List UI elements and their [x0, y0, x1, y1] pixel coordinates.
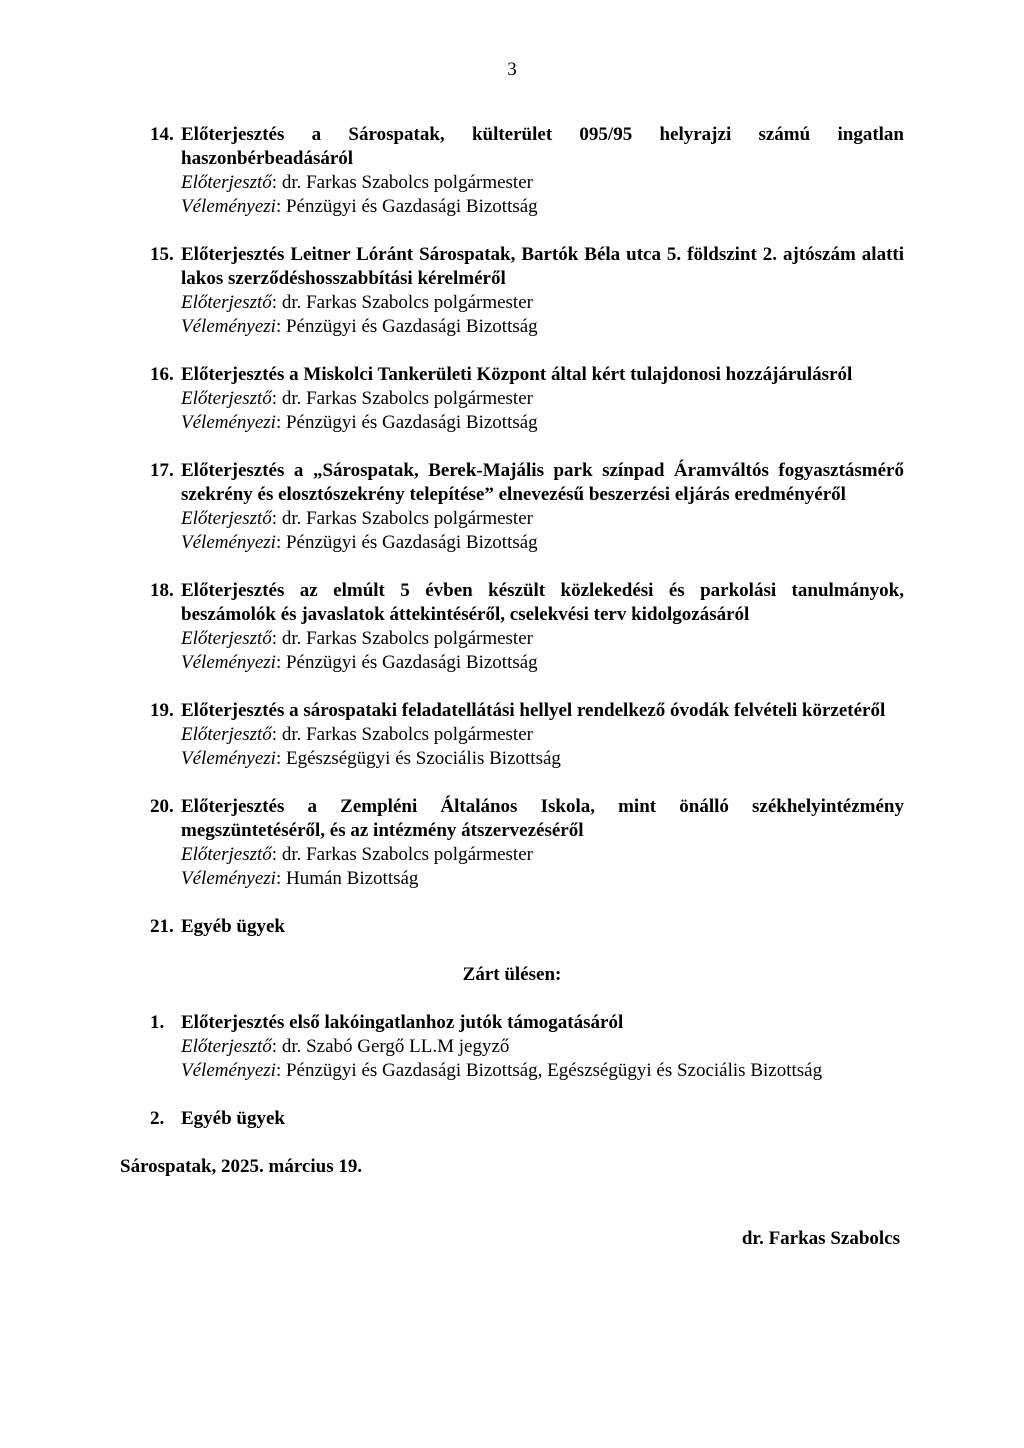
agenda-item-body: [181, 579, 904, 675]
signature-name: dr. Farkas Szabolcs: [741, 1228, 900, 1249]
closed-item-title: Előterjesztés első lakóingatlanhoz jutók támogatásáról: [181, 1012, 624, 1033]
agenda-item-number: 17.: [150, 460, 174, 481]
page-number: 3: [507, 59, 517, 80]
reviewer-value: Egészségügyi és Szociális Bizottság: [285, 748, 561, 769]
presenter-line: [181, 171, 904, 195]
agenda-item-20: [120, 795, 904, 891]
colon-separator: :: [271, 844, 282, 865]
colon-separator: :: [271, 628, 282, 649]
presenter-value: dr. Farkas Szabolcs polgármester: [281, 508, 533, 529]
presenter-line: [181, 1035, 904, 1059]
agenda-item-body: [181, 699, 904, 771]
agenda-item-number: 20.: [150, 796, 174, 817]
agenda-item-17: [120, 459, 904, 555]
closed-session-list: [120, 1011, 904, 1131]
presenter-value: dr. Farkas Szabolcs polgármester: [281, 172, 533, 193]
agenda-item-number: 16.: [150, 364, 174, 385]
presenter-value: dr. Farkas Szabolcs polgármester: [281, 292, 533, 313]
reviewer-label: Véleményezi: [181, 868, 276, 889]
reviewer-label: Véleményezi: [181, 196, 276, 217]
agenda-item-16: [120, 363, 904, 435]
agenda-item-number: 18.: [150, 580, 174, 601]
presenter-label: Előterjesztő: [181, 1036, 272, 1057]
presenter-label: Előterjesztő: [181, 844, 272, 865]
presenter-label: Előterjesztő: [181, 628, 272, 649]
colon-separator: :: [271, 724, 282, 745]
agenda-item-body: [181, 795, 904, 891]
reviewer-value: Pénzügyi és Gazdasági Bizottság: [285, 412, 538, 433]
reviewer-line: [181, 315, 904, 339]
reviewer-line: [181, 651, 904, 675]
closed-session-item-2: [120, 1107, 904, 1131]
reviewer-line: [181, 531, 904, 555]
reviewer-line: [181, 747, 904, 771]
reviewer-value: Pénzügyi és Gazdasági Bizottság: [285, 316, 538, 337]
closed-item-body: [181, 1107, 904, 1131]
reviewer-value: Humán Bizottság: [285, 868, 419, 889]
colon-separator: :: [275, 1060, 286, 1081]
presenter-value: dr. Farkas Szabolcs polgármester: [281, 844, 533, 865]
presenter-line: [181, 723, 904, 747]
colon-separator: :: [275, 748, 286, 769]
closed-session-heading: Zárt ülésen:: [462, 964, 562, 985]
agenda-item-number: 21.: [150, 916, 174, 937]
reviewer-line: [181, 411, 904, 435]
agenda-item-number: 19.: [150, 700, 174, 721]
agenda-item-14: [120, 123, 904, 219]
reviewer-label: Véleményezi: [181, 532, 276, 553]
agenda-item-body: [181, 243, 904, 339]
colon-separator: :: [275, 532, 286, 553]
agenda-item-15: [120, 243, 904, 339]
agenda-item-title: Előterjesztés Leitner Lóránt Sárospatak, Bartók Béla utca 5. földszint 2. ajtószám alatti lakos szerződéshosszabbítási kérelméről: [181, 244, 904, 289]
closed-item-number: 2.: [150, 1108, 165, 1129]
agenda-item-title: Előterjesztés a Zempléni Általános Iskola, mint önálló székhelyintézmény megszüntetéséről, és az intézmény átszervezéséről: [181, 796, 904, 841]
closed-session-item-1: [120, 1011, 904, 1083]
agenda-item-number: 15.: [150, 244, 174, 265]
agenda-item-number: 14.: [150, 124, 174, 145]
colon-separator: :: [275, 412, 286, 433]
presenter-line: [181, 843, 904, 867]
reviewer-line: [181, 1059, 904, 1083]
agenda-item-title: Előterjesztés a „Sárospatak, Berek-Majális park színpad Áramváltós fogyasztásmérő szekrény és elosztószekrény telepítése” elnevezésű beszerzési eljárás eredményéről: [181, 460, 904, 505]
colon-separator: :: [271, 388, 282, 409]
agenda-item-title: Előterjesztés a Miskolci Tankerületi Központ által kért tulajdonosi hozzájárulásról: [181, 364, 853, 385]
presenter-label: Előterjesztő: [181, 508, 272, 529]
presenter-value: dr. Szabó Gergő LL.M jegyző: [281, 1036, 510, 1057]
colon-separator: :: [271, 508, 282, 529]
reviewer-line: [181, 195, 904, 219]
reviewer-label: Véleményezi: [181, 1060, 276, 1081]
agenda-item-title: Egyéb ügyek: [181, 916, 285, 937]
presenter-line: [181, 507, 904, 531]
agenda-item-body: [181, 363, 904, 435]
agenda-item-18: [120, 579, 904, 675]
presenter-value: dr. Farkas Szabolcs polgármester: [281, 724, 533, 745]
colon-separator: :: [271, 292, 282, 313]
agenda-item-title: Előterjesztés az elmúlt 5 évben készült közlekedési és parkolási tanulmányok, beszámolók és javaslatok áttekintéséről, cselekvési terv kidolgozásáról: [181, 580, 904, 625]
reviewer-value: Pénzügyi és Gazdasági Bizottság: [285, 652, 538, 673]
reviewer-label: Véleményezi: [181, 316, 276, 337]
closed-item-number: 1.: [150, 1012, 165, 1033]
presenter-label: Előterjesztő: [181, 172, 272, 193]
presenter-value: dr. Farkas Szabolcs polgármester: [281, 388, 533, 409]
agenda-item-body: [181, 915, 904, 939]
colon-separator: :: [275, 868, 286, 889]
agenda-item-title: Előterjesztés a Sárospatak, külterület 095/95 helyrajzi számú ingatlan haszonbérbeadásáról: [181, 124, 904, 169]
agenda-item-21: [120, 915, 904, 939]
reviewer-line: [181, 867, 904, 891]
reviewer-value: Pénzügyi és Gazdasági Bizottság: [285, 532, 538, 553]
colon-separator: :: [275, 316, 286, 337]
agenda-item-19: [120, 699, 904, 771]
agenda-item-body: [181, 123, 904, 219]
closed-item-body: [181, 1011, 904, 1083]
reviewer-value: Pénzügyi és Gazdasági Bizottság, Egészségügyi és Szociális Bizottság: [285, 1060, 823, 1081]
colon-separator: :: [275, 652, 286, 673]
presenter-line: [181, 291, 904, 315]
dateline: Sárospatak, 2025. március 19.: [120, 1156, 363, 1177]
colon-separator: :: [271, 172, 282, 193]
agenda-item-body: [181, 459, 904, 555]
presenter-label: Előterjesztő: [181, 292, 272, 313]
closed-item-title: Egyéb ügyek: [181, 1108, 285, 1129]
presenter-label: Előterjesztő: [181, 724, 272, 745]
reviewer-label: Véleményezi: [181, 652, 276, 673]
colon-separator: :: [275, 196, 286, 217]
presenter-value: dr. Farkas Szabolcs polgármester: [281, 628, 533, 649]
agenda-item-title: Előterjesztés a sárospataki feladatellátási hellyel rendelkező óvodák felvételi körzetéről: [181, 700, 886, 721]
colon-separator: :: [271, 1036, 282, 1057]
reviewer-label: Véleményezi: [181, 748, 276, 769]
reviewer-value: Pénzügyi és Gazdasági Bizottság: [285, 196, 538, 217]
presenter-line: [181, 387, 904, 411]
reviewer-label: Véleményezi: [181, 412, 276, 433]
presenter-line: [181, 627, 904, 651]
presenter-label: Előterjesztő: [181, 388, 272, 409]
agenda-list: [120, 123, 904, 939]
